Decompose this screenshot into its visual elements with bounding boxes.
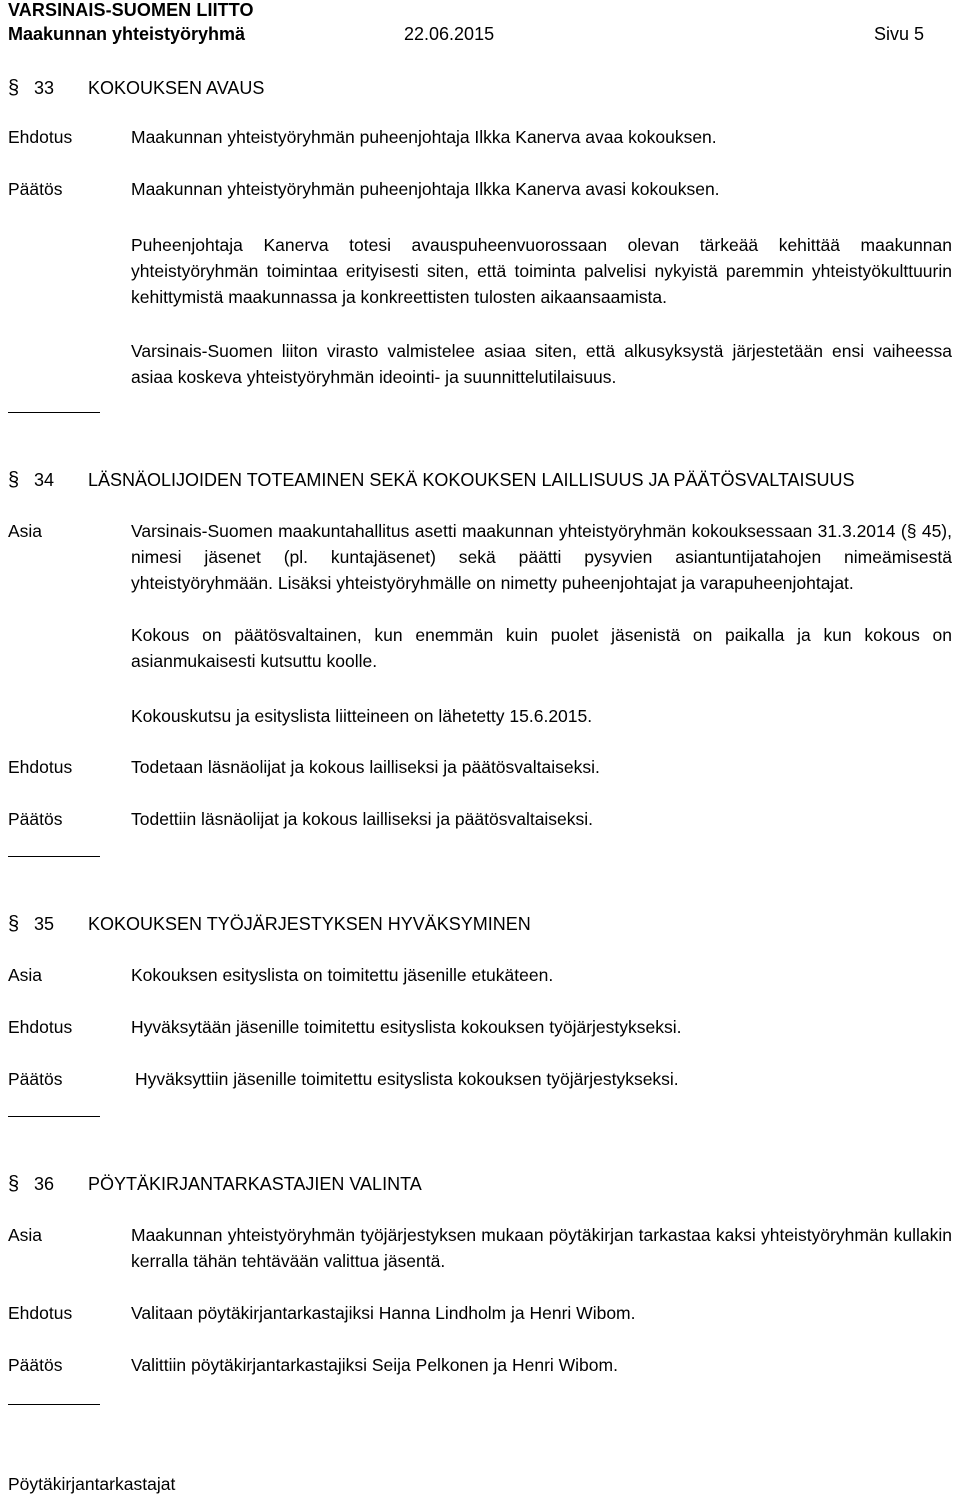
row-label: Asia	[8, 1225, 43, 1245]
row-label: Asia	[8, 965, 43, 985]
row-label: Ehdotus	[8, 1017, 73, 1037]
section-33-paragraph-2: Varsinais-Suomen liiton virasto valmistelee asiaa siten, että alkusyksystä järjestetään ensi vaiheessa asiaa koskeva yhteistyöryhmän ideointi- ja suunnittelutilaisuus.	[131, 341, 952, 387]
document-header	[8, 24, 924, 48]
section-34-title	[8, 466, 855, 494]
section-separator	[8, 1404, 100, 1405]
row-text: Valittiin pöytäkirjantarkastajiksi Seija Pelkonen ja Henri Wibom.	[131, 1355, 618, 1375]
section-symbol: §	[8, 469, 20, 491]
section-symbol: §	[8, 913, 20, 935]
section-36-title	[8, 1170, 422, 1198]
row-text: Kokouksen esityslista on toimitettu jäsenille etukäteen.	[131, 965, 554, 985]
row-text: Todetaan läsnäolijat ja kokous lailliseksi ja päätösvaltaiseksi.	[131, 757, 600, 777]
section-separator	[8, 1116, 100, 1117]
section-symbol: §	[8, 77, 20, 99]
row-label: Ehdotus	[8, 127, 73, 147]
section-33-title	[8, 74, 264, 102]
row-label: Ehdotus	[8, 757, 73, 777]
section-34-paragraph-2: Kokouskutsu ja esityslista liitteineen on lähetetty 15.6.2015.	[131, 706, 593, 726]
section-34-paragraph-1: Kokous on päätösvaltainen, kun enemmän kuin puolet jäsenistä on paikalla ja kun kokous on asianmukaisesti kutsuttu koolle.	[131, 625, 952, 671]
organization-name: VARSINAIS-SUOMEN LIITTO	[8, 0, 254, 20]
row-label: Päätös	[8, 809, 63, 829]
page-number: Sivu 5	[873, 24, 924, 44]
section-number: 35	[34, 914, 55, 934]
section-separator	[8, 412, 100, 413]
row-text: Hyväksytään jäsenille toimitettu esityslista kokouksen työjärjestykseksi.	[131, 1017, 682, 1037]
section-heading: PÖYTÄKIRJANTARKASTAJIEN VALINTA	[88, 1174, 422, 1194]
row-text: Maakunnan yhteistyöryhmän puheenjohtaja Ilkka Kanerva avaa kokouksen.	[131, 127, 717, 147]
section-heading: LÄSNÄOLIJOIDEN TOTEAMINEN SEKÄ KOKOUKSEN LAILLISUUS JA PÄÄTÖSVALTAISUUS	[88, 470, 855, 490]
row-label: Ehdotus	[8, 1303, 73, 1323]
footer-signatories-label: Pöytäkirjantarkastajat	[8, 1474, 176, 1494]
section-heading: KOKOUKSEN AVAUS	[88, 78, 265, 98]
section-number: 36	[34, 1174, 55, 1194]
row-text: Varsinais-Suomen maakuntahallitus asetti maakunnan yhteistyöryhmän kokouksessaan 31.3.2014 (§ 45), nimesi jäsenet (pl. kuntajäsenet) sekä päätti pysyvien asiantuntijatahojen nimeämisestä yhteistyöryhmään. Lisäksi yhteistyöryhmälle on nimetty puheenjohtajat ja varapuheenjohtajat.	[131, 521, 952, 593]
section-symbol: §	[8, 1173, 20, 1195]
section-35-title	[8, 910, 531, 938]
row-text: Hyväksyttiin jäsenille toimitettu esityslista kokouksen työjärjestykseksi.	[135, 1069, 679, 1089]
row-text: Todettiin läsnäolijat ja kokous lailliseksi ja päätösvaltaiseksi.	[131, 809, 594, 829]
row-text: Maakunnan yhteistyöryhmän puheenjohtaja Ilkka Kanerva avasi kokouksen.	[131, 179, 720, 199]
group-name: Maakunnan yhteistyöryhmä	[8, 24, 246, 44]
section-number: 34	[34, 470, 55, 490]
row-text: Valitaan pöytäkirjantarkastajiksi Hanna Lindholm ja Henri Wibom.	[131, 1303, 636, 1323]
row-label: Päätös	[8, 179, 63, 199]
section-33-paragraph-1: Puheenjohtaja Kanerva totesi avauspuheenvuorossaan olevan tärkeää kehittää maakunnan yhteistyöryhmän toimintaa erityisesti siten, että toiminta palvelisi nykyistä paremmin yhteistyökulttuurin kehittymistä maakunnassa ja konkreettisten tulosten aikaansaamista.	[131, 235, 952, 307]
row-label: Asia	[8, 521, 43, 541]
section-separator	[8, 856, 100, 857]
section-number: 33	[34, 78, 55, 98]
row-label: Päätös	[8, 1355, 63, 1375]
section-heading: KOKOUKSEN TYÖJÄRJESTYKSEN HYVÄKSYMINEN	[88, 914, 531, 934]
document-date: 22.06.2015	[404, 24, 495, 44]
row-text: Maakunnan yhteistyöryhmän työjärjestyksen mukaan pöytäkirjan tarkastaa kaksi yhteistyöryhmän kullakin kerralla tähän tehtävään valittua jäsentä.	[131, 1225, 952, 1271]
row-label: Päätös	[8, 1069, 63, 1089]
